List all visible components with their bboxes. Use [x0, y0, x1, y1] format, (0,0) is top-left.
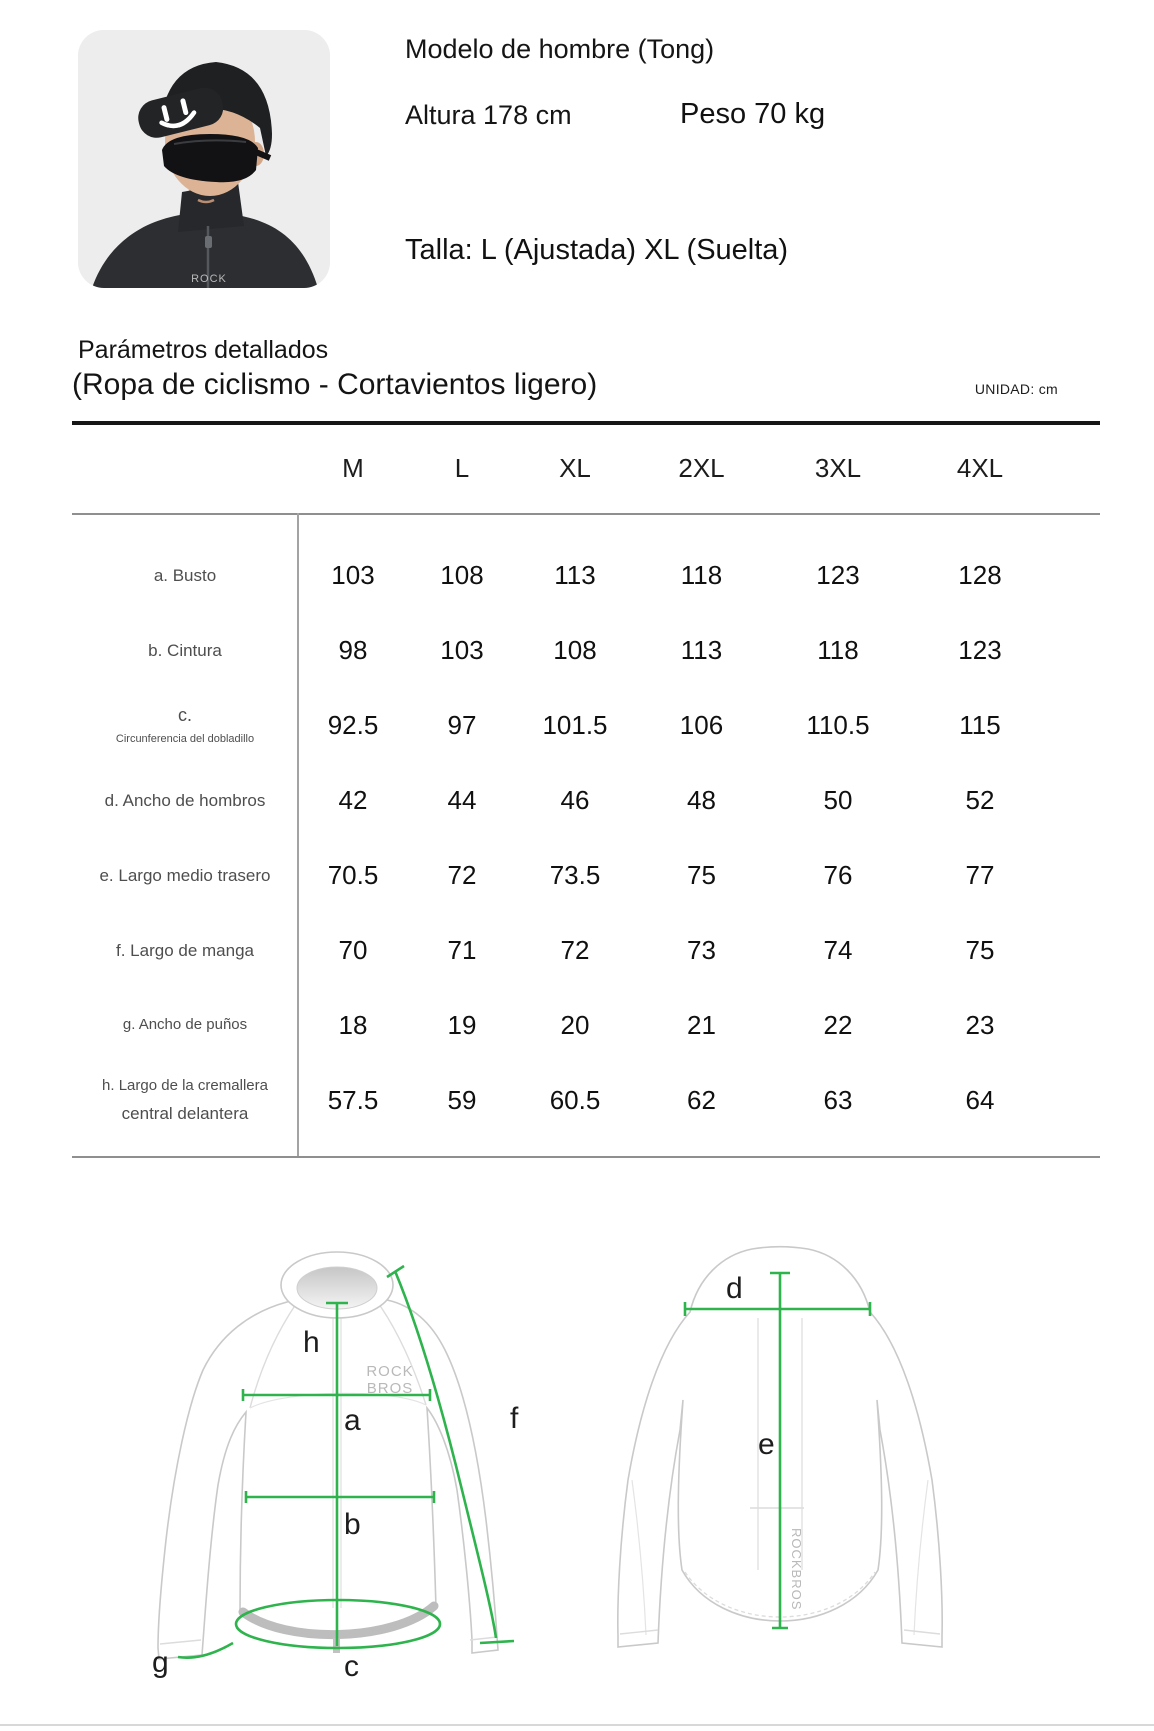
model-size-worn: Talla: L (Ajustada) XL (Suelta) [405, 234, 789, 266]
section-title-line2: (Ropa de ciclismo - Cortavientos ligero) [72, 368, 598, 401]
size-value-cell: 128 [958, 560, 1002, 590]
model-name-line: Modelo de hombre (Tong) [405, 34, 715, 64]
size-value-cell: 106 [679, 710, 724, 740]
size-value-cell: 70.5 [327, 860, 379, 890]
size-value-cell: 46 [560, 785, 590, 815]
size-value-cell: 108 [440, 560, 484, 590]
measurement-label-sub: Circunferencia del dobladillo [115, 732, 255, 745]
front-brand-line1: ROCK [366, 1363, 414, 1380]
size-column-header: M [342, 452, 364, 483]
size-value-cell: 20 [560, 1010, 590, 1040]
measurement-label: d. Ancho de hombros [104, 790, 266, 810]
label-g: g [152, 1646, 169, 1679]
jacket-brand-text: ROCK [191, 273, 227, 285]
smiley-eye-left [164, 108, 167, 120]
size-value-cell: 62 [687, 1085, 716, 1115]
size-value-cell: 115 [959, 710, 1001, 740]
size-value-cell: 21 [687, 1010, 716, 1040]
header-spacer [72, 423, 298, 513]
size-value-cell: 118 [680, 560, 723, 590]
measurement-label [72, 688, 298, 763]
size-value-cell: 22 [823, 1010, 853, 1040]
size-value-cell: 63 [823, 1085, 853, 1115]
zipper-pull [205, 236, 212, 248]
size-value-cell: 75 [965, 935, 995, 965]
measurement-label [72, 1063, 298, 1138]
label-e: e [758, 1428, 775, 1461]
size-value-cell: 42 [338, 785, 368, 815]
smiley-eye-right [183, 101, 186, 113]
size-value-cell: 77 [965, 860, 995, 890]
size-value-cell: 72 [447, 860, 477, 890]
unit-label: UNIDAD: cm [974, 381, 1058, 397]
section-title-line1: Parámetros detallados [78, 336, 329, 364]
size-value-cell: 64 [965, 1085, 995, 1115]
size-value-cell: 23 [965, 1010, 995, 1040]
size-value-cell: 103 [331, 560, 375, 590]
size-value-cell: 72 [560, 935, 590, 965]
size-value-cell: 76 [823, 860, 853, 890]
size-value-cell: 70 [338, 935, 368, 965]
label-c: c [344, 1650, 359, 1683]
measurement-label-sub: central delantera [121, 1103, 249, 1123]
label-h: h [303, 1326, 320, 1359]
label-d: d [726, 1272, 743, 1305]
size-value-cell: 73 [687, 935, 716, 965]
size-value-cell: 123 [816, 560, 860, 590]
size-value-cell: 110.5 [806, 710, 870, 740]
size-value-cell: 52 [965, 785, 995, 815]
size-value-cell: 108 [553, 635, 597, 665]
size-value-cell: 92.5 [327, 710, 379, 740]
table-header-rule [72, 513, 1100, 515]
size-value-cell: 18 [338, 1010, 368, 1040]
size-column-header: L [454, 452, 470, 483]
size-value-cell: 123 [958, 635, 1002, 665]
front-jacket-diagram [100, 1195, 540, 1700]
measurement-label: f. Largo de manga [116, 940, 254, 960]
label-b: b [344, 1508, 361, 1541]
measurement-label-main: c. [177, 705, 192, 726]
size-value-cell: 71 [447, 935, 477, 965]
label-a: a [344, 1404, 361, 1437]
size-value-cell: 57.5 [327, 1085, 379, 1115]
size-column-header: 4XL [956, 452, 1004, 483]
size-value-cell: 48 [687, 785, 716, 815]
size-column-header: 3XL [814, 452, 862, 483]
model-photo-card [78, 30, 330, 288]
model-height: Altura 178 cm [405, 100, 572, 130]
size-value-cell: 75 [687, 860, 716, 890]
model-photo [78, 30, 330, 288]
size-value-cell: 74 [823, 935, 853, 965]
size-column-header: 2XL [678, 452, 725, 483]
label-f: f [510, 1402, 519, 1435]
size-value-cell: 118 [817, 635, 859, 665]
size-value-cell: 101.5 [542, 710, 608, 740]
measurement-label: b. Cintura [148, 640, 222, 660]
model-weight: Peso 70 kg [680, 98, 826, 130]
size-value-cell: 50 [823, 785, 853, 815]
table-bottom-rule [72, 1156, 1100, 1158]
measurement-label: g. Ancho de puños [122, 1016, 248, 1034]
size-column-header: XL [559, 452, 591, 483]
size-value-cell: 73.5 [549, 860, 601, 890]
size-value-cell: 98 [338, 635, 368, 665]
size-table-body [72, 538, 1100, 1138]
size-value-cell: 60.5 [549, 1085, 601, 1115]
measurement-label: a. Busto [153, 565, 217, 585]
size-value-cell: 19 [447, 1010, 477, 1040]
size-value-cell: 44 [447, 785, 477, 815]
back-brand-text: ROCKBROS [789, 1528, 804, 1611]
back-jacket-diagram [580, 1195, 1000, 1700]
measurement-label-main: h. Largo de la cremallera [102, 1077, 268, 1094]
size-value-cell: 103 [440, 635, 484, 665]
size-value-cell: 97 [447, 710, 477, 740]
size-value-cell: 59 [447, 1085, 477, 1115]
front-jacket-outline [158, 1296, 498, 1659]
size-value-cell: 113 [680, 635, 723, 665]
size-value-cell: 113 [554, 560, 596, 590]
size-table-header [72, 423, 1100, 513]
front-brand-line2: BROS [366, 1380, 414, 1397]
page-bottom-divider [0, 1724, 1154, 1726]
measurement-label: e. Largo medio trasero [99, 865, 271, 885]
